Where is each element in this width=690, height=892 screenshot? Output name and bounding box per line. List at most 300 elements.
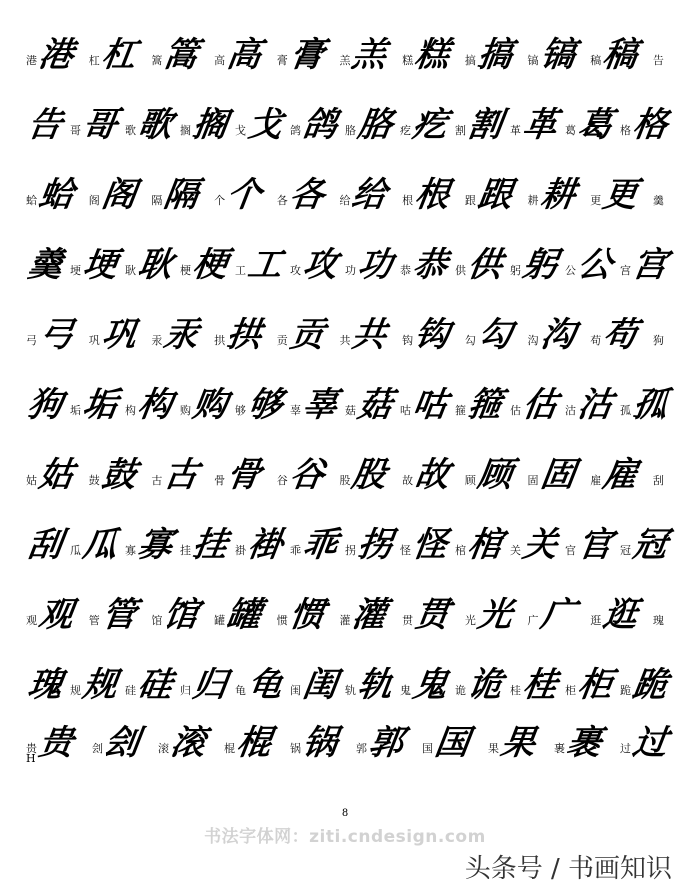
character-pair bbox=[510, 245, 562, 285]
calligraphy-character: 灌 bbox=[349, 595, 389, 635]
character-pair bbox=[214, 455, 266, 495]
print-character: 馆 bbox=[151, 614, 163, 627]
character-pair bbox=[339, 35, 391, 75]
character-pair bbox=[290, 245, 342, 285]
calligraphy-character: 宫 bbox=[630, 245, 669, 285]
calligraphy-character: 隔 bbox=[161, 175, 201, 215]
character-pair bbox=[400, 245, 452, 285]
character-pair bbox=[88, 175, 141, 215]
calligraphy-character: 搞 bbox=[475, 35, 514, 75]
calligraphy-character: 供 bbox=[465, 245, 504, 285]
calligraphy-character: 顾 bbox=[475, 455, 514, 495]
character-pair bbox=[653, 195, 672, 212]
print-character: 勾 bbox=[464, 334, 476, 347]
print-character: 镐 bbox=[527, 54, 539, 67]
character-pair bbox=[653, 475, 672, 492]
character-pair bbox=[464, 315, 517, 355]
site-watermark: 书法字体网：ziti.cndesign.com bbox=[204, 827, 486, 847]
character-pair bbox=[88, 315, 141, 355]
character-pair bbox=[345, 385, 397, 425]
calligraphy-character: 观 bbox=[36, 595, 75, 635]
calligraphy-character: 汞 bbox=[161, 315, 201, 355]
calligraphy-character: 哥 bbox=[80, 105, 119, 145]
character-pair bbox=[214, 175, 266, 215]
calligraphy-character: 钩 bbox=[412, 315, 451, 355]
calligraphy-character: 果 bbox=[498, 723, 537, 763]
print-character: 裹 bbox=[554, 742, 565, 755]
print-character: 糕 bbox=[402, 54, 414, 67]
character-pair bbox=[565, 385, 617, 425]
calligraphy-character: 膏 bbox=[286, 35, 326, 75]
character-pair bbox=[527, 455, 580, 495]
calligraphy-character: 光 bbox=[475, 595, 514, 635]
print-character: 埂 bbox=[70, 264, 81, 277]
character-pair bbox=[25, 245, 67, 285]
character-pair bbox=[214, 35, 266, 75]
calligraphy-character: 关 bbox=[520, 525, 559, 565]
character-pair bbox=[400, 385, 452, 425]
calligraphy-character: 骨 bbox=[224, 455, 263, 495]
character-pair bbox=[151, 35, 203, 75]
character-pair bbox=[455, 385, 507, 425]
print-character: 哥 bbox=[70, 124, 81, 137]
print-character: 鼓 bbox=[88, 474, 100, 487]
calligraphy-character: 柜 bbox=[575, 665, 614, 705]
character-pair bbox=[290, 723, 342, 763]
calligraphy-character: 购 bbox=[190, 385, 229, 425]
print-character: 钩 bbox=[402, 334, 414, 347]
print-character: 格 bbox=[620, 124, 631, 137]
calligraphy-character: 孤 bbox=[630, 385, 669, 425]
print-character: 垢 bbox=[70, 404, 81, 417]
character-pair bbox=[339, 595, 391, 635]
calligraphy-character: 鬼 bbox=[410, 665, 449, 705]
character-pair bbox=[455, 525, 507, 565]
calligraphy-character: 勾 bbox=[475, 315, 514, 355]
print-character: 根 bbox=[402, 194, 414, 207]
print-character: 锅 bbox=[290, 742, 301, 755]
calligraphy-character: 告 bbox=[25, 105, 64, 145]
character-pair bbox=[527, 595, 580, 635]
print-character: 过 bbox=[620, 742, 631, 755]
calligraphy-character: 跟 bbox=[475, 175, 514, 215]
calligraphy-character: 怪 bbox=[410, 525, 449, 565]
calligraphy-character: 个 bbox=[224, 175, 263, 215]
calligraphy-character: 稿 bbox=[600, 35, 639, 75]
character-pair bbox=[70, 665, 122, 705]
print-character: 贵 bbox=[26, 742, 37, 755]
print-character: 估 bbox=[510, 404, 521, 417]
print-character: 谷 bbox=[276, 474, 288, 487]
print-character: 古 bbox=[151, 474, 163, 487]
character-row bbox=[25, 362, 672, 425]
calligraphy-character: 固 bbox=[537, 455, 577, 495]
character-row bbox=[26, 12, 672, 75]
character-pair bbox=[510, 105, 562, 145]
print-character: 革 bbox=[510, 124, 521, 137]
character-pair bbox=[235, 665, 287, 705]
calligraphy-character: 乖 bbox=[300, 525, 339, 565]
character-pair bbox=[26, 35, 78, 75]
character-pair bbox=[510, 525, 562, 565]
calligraphy-character: 狗 bbox=[25, 385, 64, 425]
calligraphy-character: 篙 bbox=[161, 35, 201, 75]
calligraphy-character: 桂 bbox=[520, 665, 559, 705]
print-character: 供 bbox=[455, 264, 466, 277]
print-character: 更 bbox=[590, 194, 602, 207]
calligraphy-character: 蛤 bbox=[36, 175, 75, 215]
character-pair bbox=[464, 595, 517, 635]
print-character: 港 bbox=[26, 54, 37, 67]
print-character: 箍 bbox=[455, 404, 466, 417]
calligraphy-character: 胳 bbox=[355, 105, 394, 145]
character-pair bbox=[590, 595, 642, 635]
calligraphy-character: 格 bbox=[630, 105, 669, 145]
character-pair bbox=[455, 665, 507, 705]
character-pair bbox=[88, 595, 141, 635]
character-pair bbox=[25, 105, 67, 145]
print-character: 闺 bbox=[290, 684, 301, 697]
calligraphy-character: 攻 bbox=[300, 245, 339, 285]
calligraphy-character: 姑 bbox=[36, 455, 75, 495]
character-pair bbox=[620, 665, 672, 705]
character-pair bbox=[224, 723, 276, 763]
calligraphy-character: 轨 bbox=[355, 665, 394, 705]
character-pair bbox=[158, 723, 210, 763]
character-pair bbox=[26, 595, 78, 635]
calligraphy-character: 滚 bbox=[168, 723, 207, 763]
character-pair bbox=[345, 665, 397, 705]
calligraphy-character: 郭 bbox=[366, 723, 405, 763]
calligraphy-character: 咕 bbox=[410, 385, 449, 425]
character-row bbox=[26, 292, 672, 355]
character-pair bbox=[653, 55, 672, 72]
calligraphy-character: 恭 bbox=[410, 245, 449, 285]
calligraphy-character: 辜 bbox=[300, 385, 339, 425]
character-pair bbox=[125, 245, 177, 285]
calligraphy-character: 刮 bbox=[25, 525, 64, 565]
character-row bbox=[26, 572, 672, 635]
print-character: 桂 bbox=[510, 684, 521, 697]
calligraphy-character: 鼓 bbox=[98, 455, 138, 495]
print-character: 光 bbox=[464, 614, 476, 627]
character-pair bbox=[400, 665, 452, 705]
calligraphy-character: 沽 bbox=[575, 385, 614, 425]
character-pair bbox=[125, 525, 177, 565]
calligraphy-character: 贯 bbox=[412, 595, 451, 635]
print-character: 罐 bbox=[214, 614, 226, 627]
print-character: 郭 bbox=[356, 742, 367, 755]
print-character: 攻 bbox=[290, 264, 301, 277]
character-pair bbox=[70, 105, 122, 145]
print-character: 轨 bbox=[345, 684, 356, 697]
calligraphy-character: 埂 bbox=[80, 245, 119, 285]
print-character: 躬 bbox=[510, 264, 521, 277]
character-pair bbox=[510, 385, 562, 425]
calligraphy-character: 鸽 bbox=[300, 105, 339, 145]
calligraphy-character: 割 bbox=[465, 105, 504, 145]
print-character: 羹 bbox=[652, 194, 664, 207]
calligraphy-character: 惯 bbox=[286, 595, 326, 635]
calligraphy-character: 冠 bbox=[630, 525, 669, 565]
print-character: 恭 bbox=[400, 264, 411, 277]
calligraphy-character: 歌 bbox=[135, 105, 174, 145]
calligraphy-character: 苟 bbox=[600, 315, 639, 355]
print-character: 胳 bbox=[345, 124, 356, 137]
character-pair bbox=[464, 455, 517, 495]
calligraphy-character: 工 bbox=[245, 245, 284, 285]
character-pair bbox=[620, 385, 672, 425]
character-pair bbox=[290, 665, 342, 705]
calligraphy-character: 根 bbox=[412, 175, 451, 215]
print-character: 雇 bbox=[590, 474, 602, 487]
character-pair bbox=[180, 385, 232, 425]
print-character: 骨 bbox=[214, 474, 226, 487]
character-row bbox=[25, 502, 672, 565]
print-character: 功 bbox=[345, 264, 356, 277]
character-pair bbox=[402, 315, 454, 355]
calligraphy-character: 官 bbox=[575, 525, 614, 565]
calligraphy-character: 瑰 bbox=[25, 665, 64, 705]
character-pair bbox=[488, 723, 540, 763]
calligraphy-character: 瓜 bbox=[80, 525, 119, 565]
calligraphy-character: 菇 bbox=[355, 385, 394, 425]
print-character: 篙 bbox=[151, 54, 163, 67]
print-character: 惯 bbox=[276, 614, 288, 627]
calligraphy-character: 羹 bbox=[25, 245, 64, 285]
calligraphy-character: 寡 bbox=[135, 525, 174, 565]
print-character: 耿 bbox=[125, 264, 136, 277]
print-character: 鬼 bbox=[400, 684, 411, 697]
character-pair bbox=[554, 723, 606, 763]
print-character: 羔 bbox=[339, 54, 351, 67]
character-pair bbox=[345, 105, 397, 145]
print-character: 股 bbox=[339, 474, 351, 487]
character-pair bbox=[70, 245, 122, 285]
print-character: 怪 bbox=[400, 544, 411, 557]
calligraphy-character: 裹 bbox=[564, 723, 603, 763]
calligraphy-character: 广 bbox=[537, 595, 577, 635]
print-character: 构 bbox=[125, 404, 136, 417]
print-character: 疙 bbox=[400, 124, 411, 137]
character-pair bbox=[590, 35, 642, 75]
calligraphy-character: 镐 bbox=[537, 35, 577, 75]
character-pair bbox=[590, 175, 642, 215]
calligraphy-character: 高 bbox=[224, 35, 263, 75]
print-character: 高 bbox=[214, 54, 226, 67]
character-pair bbox=[180, 525, 232, 565]
calligraphy-character: 逛 bbox=[600, 595, 639, 635]
print-character: 隔 bbox=[151, 194, 163, 207]
calligraphy-character: 规 bbox=[80, 665, 119, 705]
print-character: 逛 bbox=[590, 614, 602, 627]
character-pair bbox=[214, 595, 266, 635]
print-character: 乖 bbox=[290, 544, 301, 557]
print-character: 褂 bbox=[235, 544, 246, 557]
calligraphy-character: 沟 bbox=[537, 315, 577, 355]
character-pair bbox=[151, 595, 203, 635]
print-character: 刮 bbox=[652, 474, 664, 487]
calligraphy-character: 公 bbox=[575, 245, 614, 285]
character-pair bbox=[276, 315, 329, 355]
print-character: 工 bbox=[235, 264, 246, 277]
calligraphy-character: 阁 bbox=[98, 175, 138, 215]
print-character: 膏 bbox=[276, 54, 288, 67]
print-character: 硅 bbox=[125, 684, 136, 697]
print-character: 柜 bbox=[565, 684, 576, 697]
character-pair bbox=[653, 615, 672, 632]
print-character: 贡 bbox=[276, 334, 288, 347]
character-pair bbox=[464, 35, 517, 75]
calligraphy-character: 罐 bbox=[224, 595, 263, 635]
character-pair bbox=[276, 175, 329, 215]
print-character: 跪 bbox=[620, 684, 631, 697]
calligraphy-character: 国 bbox=[432, 723, 471, 763]
calligraphy-character: 港 bbox=[36, 35, 75, 75]
print-character: 够 bbox=[235, 404, 246, 417]
character-pair bbox=[620, 245, 672, 285]
print-character: 沽 bbox=[565, 404, 576, 417]
print-character: 蛤 bbox=[26, 194, 37, 207]
calligraphy-character: 戈 bbox=[245, 105, 284, 145]
print-character: 滚 bbox=[158, 742, 169, 755]
calligraphy-character: 锅 bbox=[300, 723, 339, 763]
calligraphy-character: 巩 bbox=[98, 315, 138, 355]
calligraphy-character: 贡 bbox=[286, 315, 326, 355]
character-row bbox=[25, 222, 672, 285]
character-row bbox=[25, 642, 672, 705]
print-character: 故 bbox=[402, 474, 414, 487]
calligraphy-character: 给 bbox=[349, 175, 389, 215]
print-character: 官 bbox=[565, 544, 576, 557]
print-character: 公 bbox=[565, 264, 576, 277]
character-pair bbox=[235, 385, 287, 425]
print-character: 拐 bbox=[345, 544, 356, 557]
character-pair bbox=[26, 455, 78, 495]
print-character: 告 bbox=[652, 54, 664, 67]
print-character: 广 bbox=[527, 614, 539, 627]
character-pair bbox=[151, 455, 203, 495]
calligraphy-character: 构 bbox=[135, 385, 174, 425]
character-pair bbox=[339, 315, 391, 355]
calligraphy-character: 估 bbox=[520, 385, 559, 425]
print-character: 瑰 bbox=[652, 614, 664, 627]
calligraphy-character: 贵 bbox=[36, 723, 75, 763]
character-pair bbox=[455, 105, 507, 145]
calligraphy-character: 馆 bbox=[161, 595, 201, 635]
calligraphy-character: 褂 bbox=[245, 525, 284, 565]
calligraphy-character: 各 bbox=[286, 175, 326, 215]
print-character: 巩 bbox=[88, 334, 100, 347]
character-pair bbox=[653, 335, 672, 352]
print-character: 辜 bbox=[290, 404, 301, 417]
character-pair bbox=[620, 723, 672, 763]
calligraphy-character: 更 bbox=[600, 175, 639, 215]
calligraphy-character: 躬 bbox=[520, 245, 559, 285]
print-character: 共 bbox=[339, 334, 351, 347]
source-tag: 头条号 / 书画知识 bbox=[461, 848, 676, 885]
character-pair bbox=[214, 315, 266, 355]
character-pair bbox=[422, 723, 474, 763]
calligraphy-character: 归 bbox=[190, 665, 229, 705]
print-character: 观 bbox=[26, 614, 37, 627]
character-pair bbox=[339, 455, 391, 495]
character-row bbox=[25, 82, 672, 145]
character-pair bbox=[26, 175, 78, 215]
print-character: 搞 bbox=[464, 54, 476, 67]
character-pair bbox=[92, 723, 144, 763]
character-pair bbox=[620, 525, 672, 565]
character-pair bbox=[290, 525, 342, 565]
print-character: 稿 bbox=[590, 54, 602, 67]
print-character: 杠 bbox=[88, 54, 100, 67]
calligraphy-character: 耕 bbox=[537, 175, 577, 215]
print-character: 贯 bbox=[402, 614, 414, 627]
print-character: 沟 bbox=[527, 334, 539, 347]
print-character: 给 bbox=[339, 194, 351, 207]
calligraphy-character: 够 bbox=[245, 385, 284, 425]
character-pair bbox=[464, 175, 517, 215]
character-pair bbox=[356, 723, 408, 763]
character-pair bbox=[345, 525, 397, 565]
character-pair bbox=[290, 385, 342, 425]
calligraphy-character: 杠 bbox=[98, 35, 138, 75]
character-pair bbox=[590, 455, 642, 495]
character-pair bbox=[235, 105, 287, 145]
print-character: 葛 bbox=[565, 124, 576, 137]
character-pair bbox=[400, 105, 452, 145]
calligraphy-character: 硅 bbox=[135, 665, 174, 705]
print-character: 狗 bbox=[652, 334, 664, 347]
character-pair bbox=[276, 595, 329, 635]
character-pair bbox=[565, 105, 617, 145]
calligraphy-character: 葛 bbox=[575, 105, 614, 145]
character-pair bbox=[125, 105, 177, 145]
print-character: 灌 bbox=[339, 614, 351, 627]
print-character: 个 bbox=[214, 194, 226, 207]
print-character: 关 bbox=[510, 544, 521, 557]
print-character: 果 bbox=[488, 742, 499, 755]
character-pair bbox=[26, 315, 78, 355]
character-pair bbox=[151, 315, 203, 355]
calligraphy-character: 跪 bbox=[630, 665, 669, 705]
print-character: 孤 bbox=[620, 404, 631, 417]
character-pair bbox=[276, 35, 329, 75]
print-character: 苟 bbox=[590, 334, 602, 347]
calligraphy-character: 羔 bbox=[349, 35, 389, 75]
print-character: 挂 bbox=[180, 544, 191, 557]
character-pair bbox=[527, 175, 580, 215]
calligraphy-character: 龟 bbox=[245, 665, 284, 705]
character-pair bbox=[180, 245, 232, 285]
calligraphy-character: 搁 bbox=[190, 105, 229, 145]
print-character: 鸽 bbox=[290, 124, 301, 137]
character-pair bbox=[527, 35, 580, 75]
calligraphy-character: 糕 bbox=[412, 35, 451, 75]
character-pair bbox=[345, 245, 397, 285]
character-pair bbox=[25, 385, 67, 425]
character-row bbox=[26, 152, 672, 215]
print-character: 歌 bbox=[125, 124, 136, 137]
print-character: 割 bbox=[455, 124, 466, 137]
character-pair bbox=[276, 455, 329, 495]
character-pair bbox=[402, 175, 454, 215]
character-pair bbox=[235, 525, 287, 565]
character-pair bbox=[88, 455, 141, 495]
calligraphy-character: 弓 bbox=[36, 315, 75, 355]
character-row bbox=[26, 432, 672, 495]
calligraphy-character: 共 bbox=[349, 315, 389, 355]
